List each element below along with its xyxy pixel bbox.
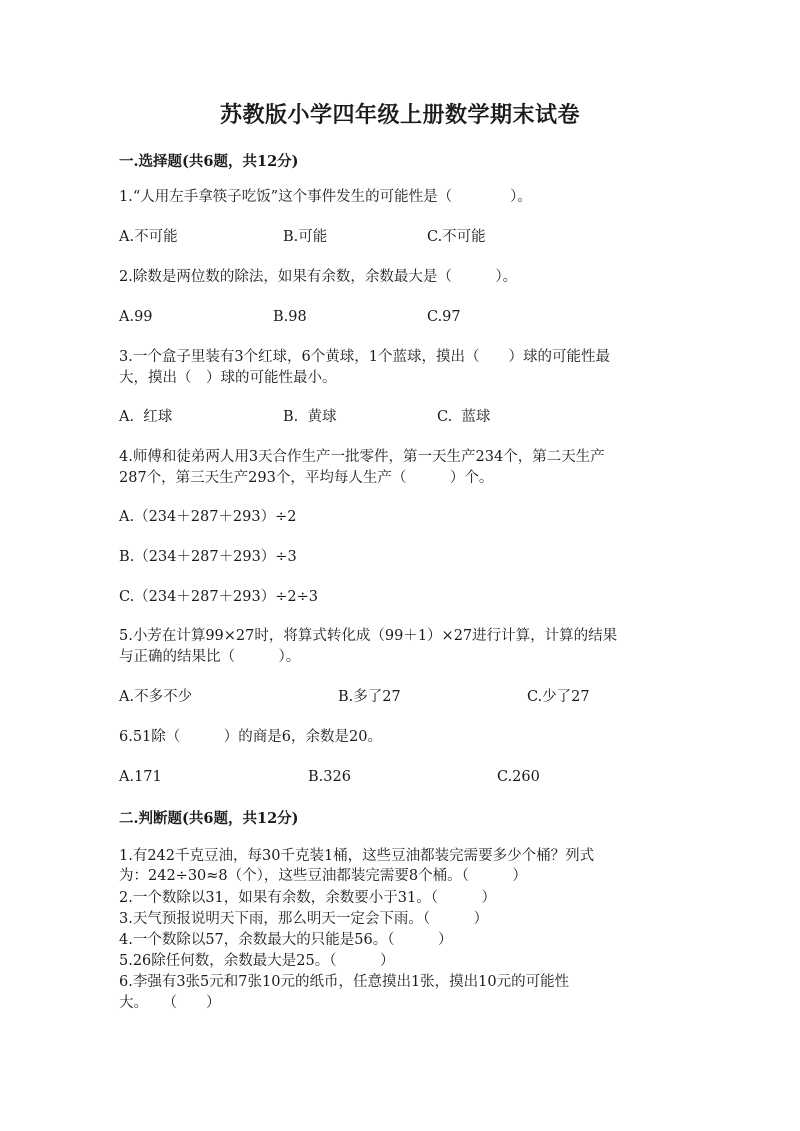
option-b: B.98 (273, 309, 307, 325)
option-b: B.多了27 (338, 689, 401, 705)
option-a: A.99 (119, 309, 153, 325)
option-c: C.97 (427, 309, 461, 325)
option-c: C.260 (497, 769, 540, 785)
option-b: B.可能 (283, 229, 328, 245)
judgment-line: 为：242÷30≈8（个），这些豆油都装完需要8个桶。（ ） (119, 868, 527, 884)
question-text: 2.除数是两位数的除法，如果有余数，余数最大是（ ）。 (119, 269, 518, 285)
question-text: 6.51除（ ）的商是6，余数是20。 (119, 729, 382, 745)
page-title: 苏教版小学四年级上册数学期末试卷 (219, 102, 580, 128)
question-text: 287个，第三天生产293个，平均每人生产（ ）个。 (119, 470, 494, 486)
question-text: 4.师傅和徒弟两人用3天合作生产一批零件，第一天生产234个，第二天生产 (119, 449, 605, 465)
question-text: 与正确的结果比（ ）。 (119, 649, 301, 665)
option-a: A.（234＋287＋293）÷2 (119, 509, 297, 525)
section-heading-choice: 一.选择题(共6题，共12分) (119, 153, 299, 170)
option-c: C.少了27 (527, 689, 590, 705)
question-text: 大，摸出（ ）球的可能性最小。 (119, 370, 337, 386)
judgment-line: 3.天气预报说明天下雨，那么明天一定会下雨。（ ） (119, 911, 489, 927)
option-b: B. 黄球 (283, 409, 337, 425)
option-c: C.不可能 (427, 229, 486, 245)
judgment-line: 6.李强有3张5元和7张10元的纸币，任意摸出1张，摸出10元的可能性 (119, 974, 570, 990)
section-heading-judgment: 二.判断题(共6题，共12分) (119, 810, 299, 827)
judgment-line: 大。 （ ） (119, 995, 221, 1011)
question-text: 5.小芳在计算99×27时，将算式转化成（99＋1）×27进行计算，计算的结果 (119, 628, 618, 644)
judgment-line: 2.一个数除以31，如果有余数，余数要小于31。（ ） (119, 890, 496, 906)
option-c: C.（234＋287＋293）÷2÷3 (119, 589, 318, 605)
judgment-line: 4.一个数除以57，余数最大的只能是56。（ ） (119, 932, 453, 948)
question-text: 1.“人用左手拿筷子吃饭”这个事件发生的可能性是（ ）。 (119, 189, 532, 205)
option-a: A.不多不少 (119, 689, 193, 705)
option-a: A.不可能 (119, 229, 178, 245)
option-c: C. 蓝球 (437, 409, 491, 425)
option-b: B.326 (308, 769, 351, 785)
question-text: 3.一个盒子里装有3个红球，6个黄球，1个蓝球，摸出（ ）球的可能性最 (119, 349, 611, 365)
judgment-line: 5.26除任何数，余数最大是25。（ ） (119, 953, 395, 969)
option-a: A. 红球 (119, 409, 173, 425)
option-b: B.（234＋287＋293）÷3 (119, 549, 297, 565)
option-a: A.171 (119, 769, 162, 785)
judgment-line: 1.有242千克豆油，每30千克装1桶，这些豆油都装完需要多少个桶？列式 (119, 848, 595, 864)
